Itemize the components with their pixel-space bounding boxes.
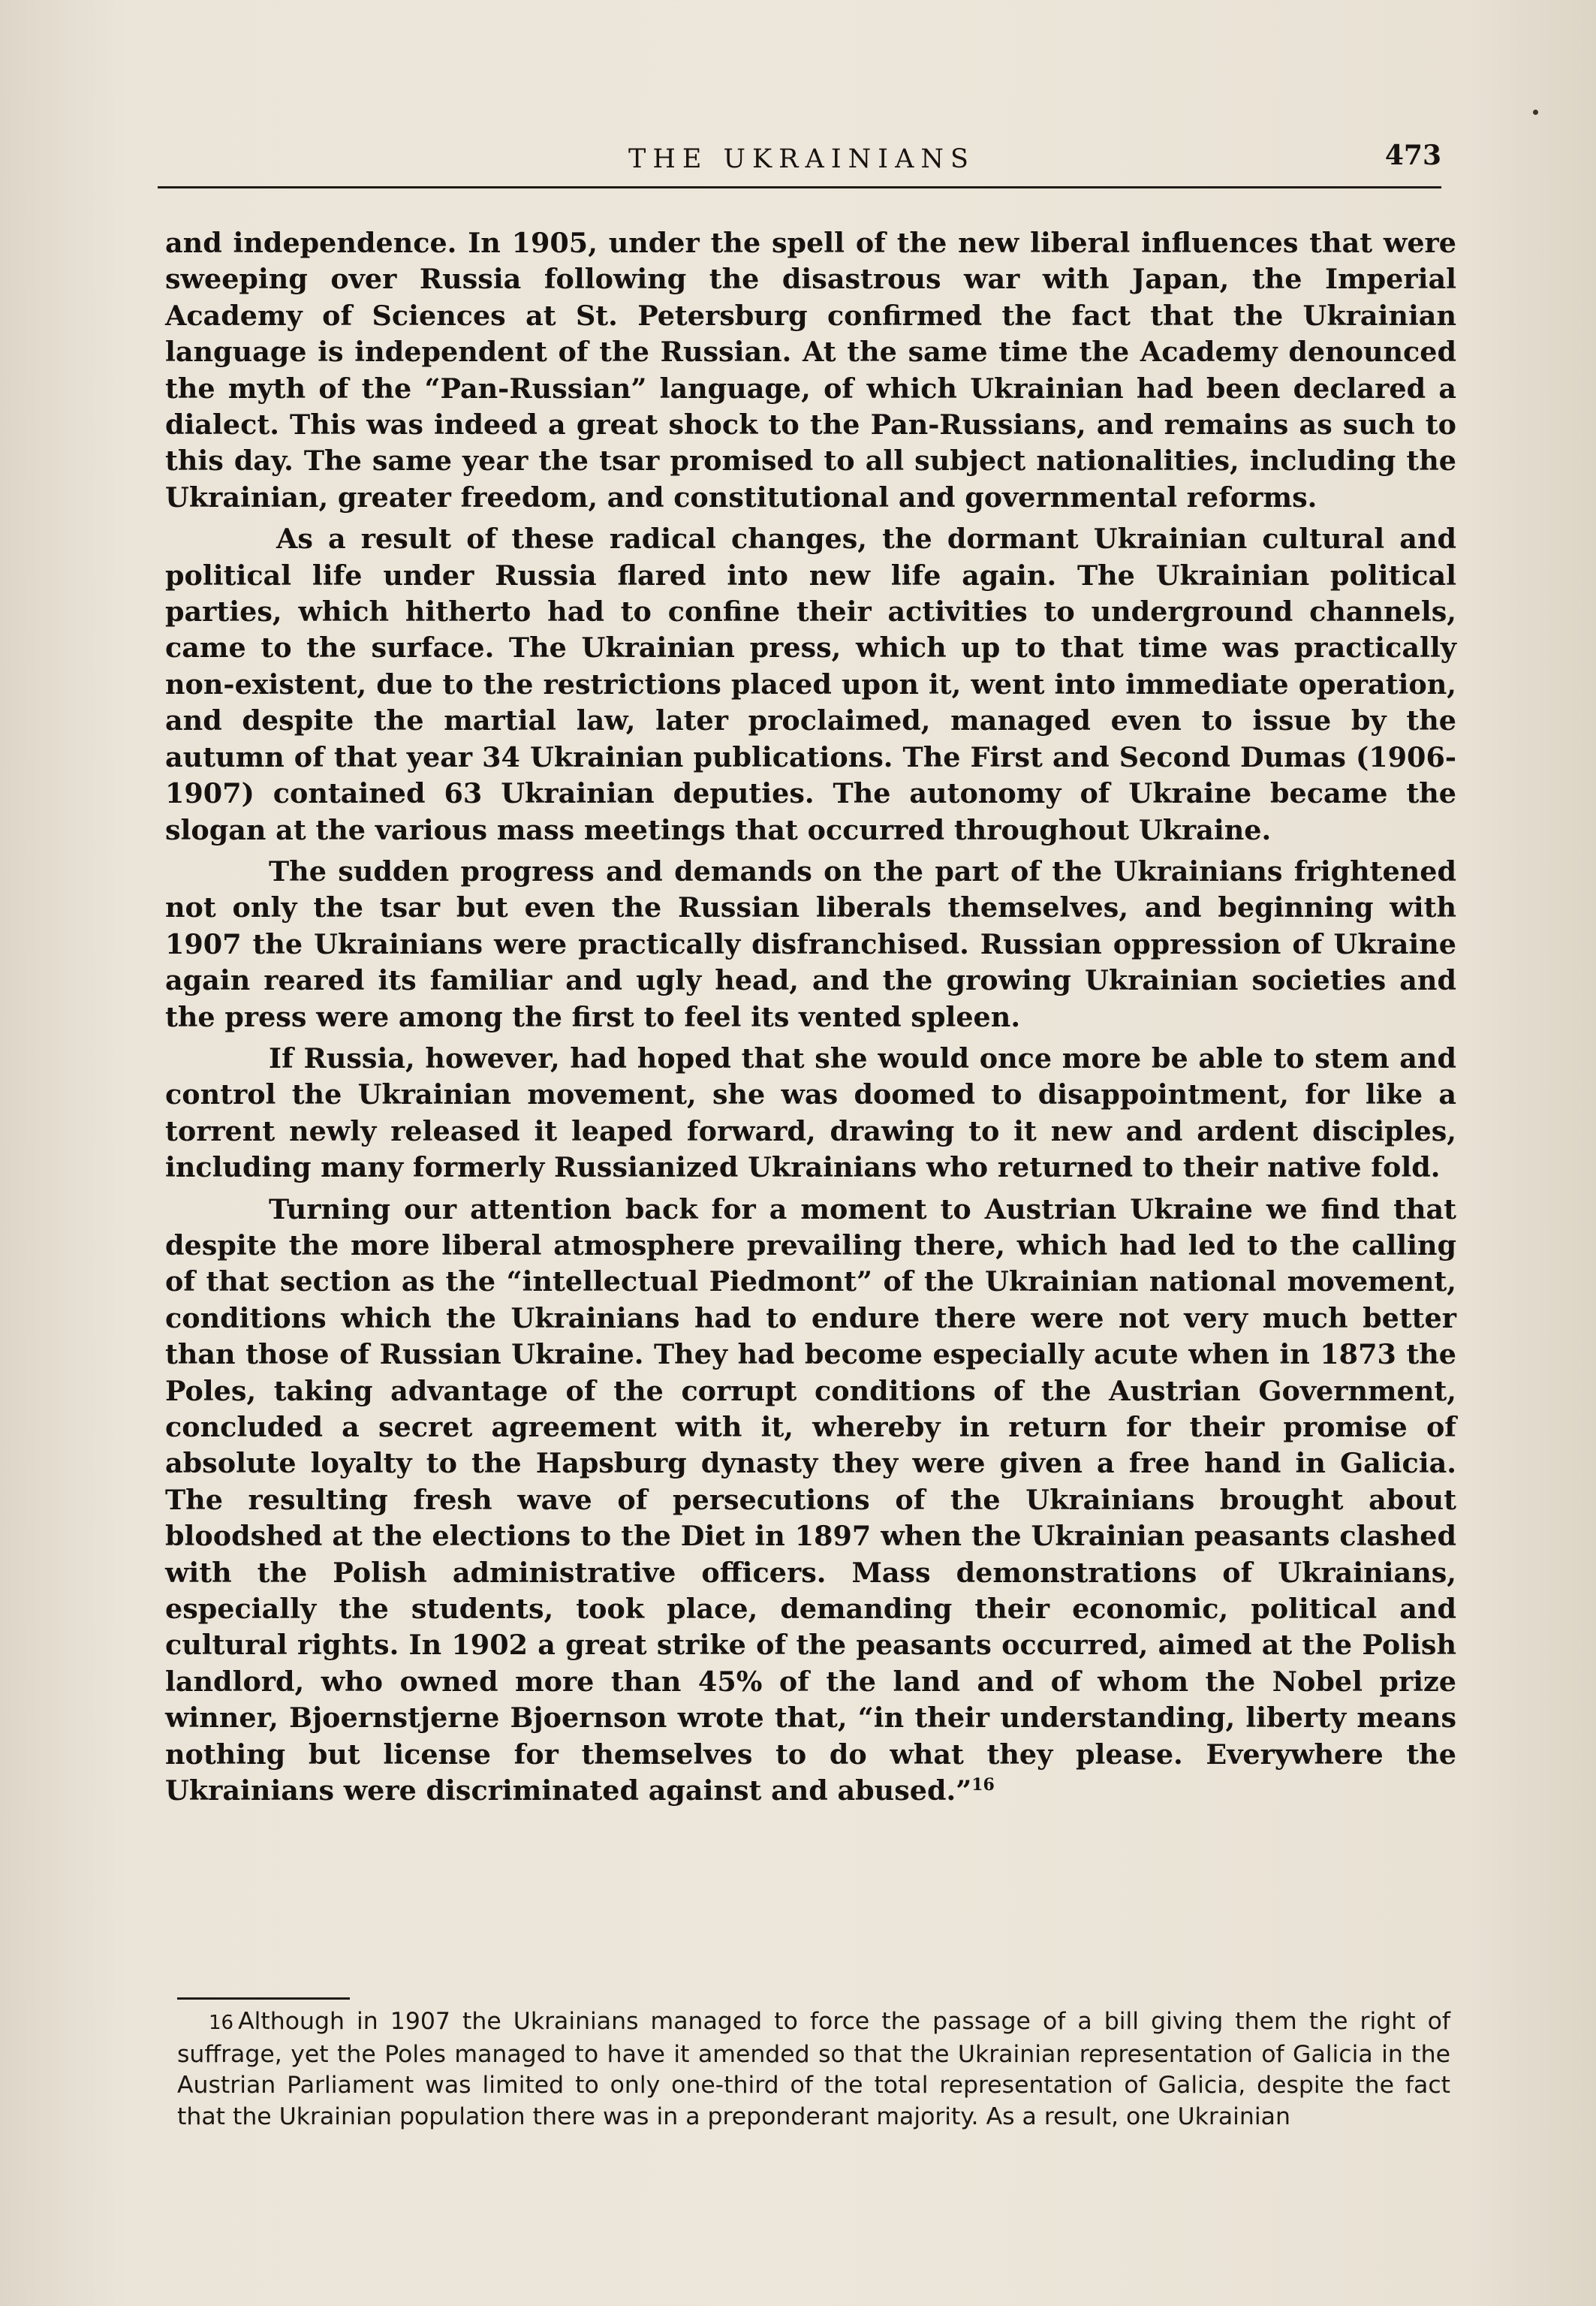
page-number: 473 bbox=[1384, 140, 1441, 171]
header-rule bbox=[158, 186, 1441, 188]
paragraph-2: As a result of these radical changes, the dormant Ukrainian cultural and political life under Russia flared into new life again. The Ukrainian political parties, which hitherto had to confine their activities to underground channels, came to the surface. The Ukrainian press, which up to that time was practically non-existent, due to the restrictions placed upon it, went into immediate operation, and despite the martial law, later proclaimed, managed even to issue by the autumn of that year 34 Ukrainian publications. The First and Second Dumas (1906-1907) contained 63 Ukrainian deputies. The autonomy of Ukraine became the slogan at the various mass meetings that occurred throughout Ukraine. bbox=[165, 523, 1456, 846]
paragraph-1: and independence. In 1905, under the spell of the new liberal influences that were sweeping over Russia following the disastrous war with Japan, the Imperial Academy of Sciences at St. Petersburg confirmed the fact that the Ukrainian language is independent of the Russian. At the same time the Academy denounced the myth of the “Pan-Russian” language, of which Ukrainian had been declared a dialect. This was indeed a great shock to the Pan-Russians, and remains as such to this day. The same year the tsar promised to all subject nationalities, including the Ukrainian, greater freedom, and constitutional and governmental reforms. bbox=[165, 227, 1456, 514]
body-text bbox=[165, 225, 1456, 1814]
footnote-marker: 16 bbox=[209, 2012, 234, 2034]
paper-speck bbox=[1533, 110, 1538, 115]
footnote bbox=[177, 2006, 1450, 2133]
footnote-text: Although in 1907 the Ukrainians managed to force the passage of a bill giving them the right of suffrage, yet the Poles managed to have it amended so that the Ukrainian representation of Galicia in the Austrian Parliament was limited to only one-third of the total representation of Galicia, despite the fact that the Ukrainian population there was in a preponderant majority. As a result, one Ukrainian bbox=[177, 2008, 1450, 2130]
footnote-reference: 16 bbox=[971, 1774, 995, 1795]
paragraph-5-text: Turning our attention back for a moment to Austrian Ukraine we find that despite the more liberal atmosphere prevailing there, which had led to the calling of that section as the “intellectual Piedmont” of the Ukrainian national movement, conditions which the Ukrainians had to endure there were not very much better than those of Russian Ukraine. They had become especially acute when in 1873 the Poles, taking advantage of the corrupt conditions of the Austrian Government, concluded a secret agreement with it, whereby in return for their promise of absolute loyalty to the Hapsburg dynasty they were given a free hand in Galicia. The resulting fresh wave of persecutions of the Ukrainians brought about bloodshed at the elections to the Diet in 1897 when the Ukrainian peasants clashed with the Polish administrative officers. Mass demonstrations of Ukrainians, especially the students, took place, demanding their economic, political and cultural rights. In 1902 a great strike of the peasants occurred, aimed at the Polish landlord, who owned more than 45% of the land and of whom the Nobel prize winner, Bjoernstjerne Bjoernson wrote that, “in their understanding, liberty means nothing but license for themselves to do what they please. Everywhere the Ukrainians were discriminated against and abused.” bbox=[165, 1192, 1456, 1807]
paragraph-4: If Russia, however, had hoped that she would once more be able to stem and control the Ukrainian movement, she was doomed to disappointment, for like a torrent newly released it leaped forward, drawing to it new and ardent disciples, including many formerly Russianized Ukrainians who returned to their native fold. bbox=[165, 1041, 1456, 1184]
paragraph-5 bbox=[165, 1192, 1456, 1810]
running-head bbox=[159, 140, 1444, 183]
paragraph-3: The sudden progress and demands on the part of the Ukrainians frightened not only the tsar but even the Russian liberals themselves, and beginning with 1907 the Ukrainians were practically disfranchised. Russian oppression of Ukraine again reared its familiar and ugly head, and the growing Ukrainian societies and the press were among the first to feel its vented spleen. bbox=[165, 855, 1456, 1033]
running-title: THE UKRAINIANS bbox=[628, 144, 975, 174]
footnote-rule bbox=[177, 1997, 350, 2000]
